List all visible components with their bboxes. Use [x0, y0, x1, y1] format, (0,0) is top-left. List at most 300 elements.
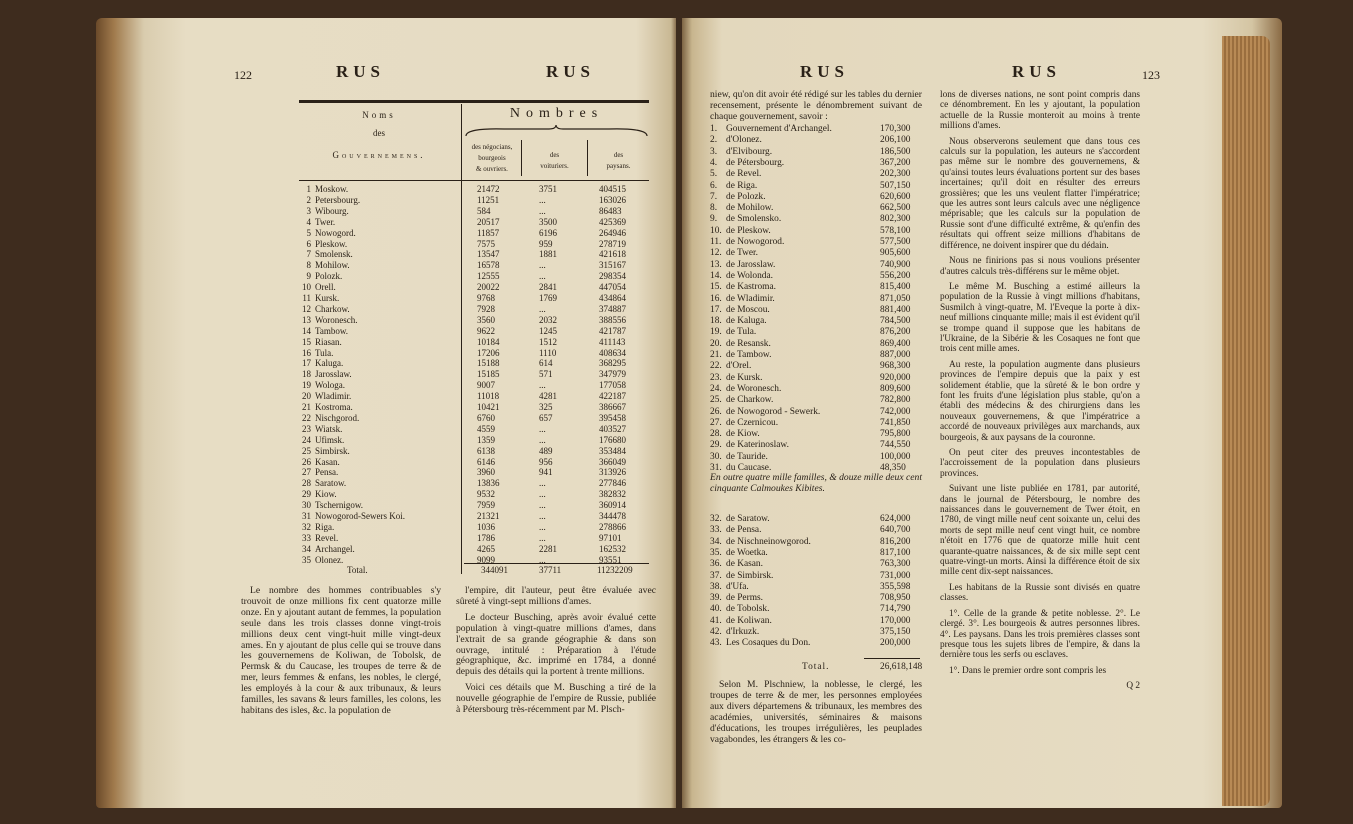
head-negocians: [462, 142, 522, 175]
voituriers-value: 489: [539, 445, 553, 456]
census-row: [710, 147, 922, 158]
census-row: [710, 418, 922, 429]
table-row: [299, 489, 649, 500]
gouvernement-name: Ufimsk.: [315, 434, 345, 445]
census-name: de Simbirsk.: [726, 570, 774, 581]
census-number: 31.: [710, 463, 722, 473]
census-value: 170,000: [880, 615, 911, 626]
voituriers-value: 1110: [539, 347, 557, 358]
table-row: [299, 369, 649, 380]
census-name: de Woetka.: [726, 547, 768, 558]
total-value: 26,618,148: [880, 662, 923, 672]
gouvernement-name: Riga.: [315, 521, 335, 532]
voituriers-value: 657: [539, 412, 553, 423]
census-number: 5.: [710, 169, 718, 180]
gouvernement-name: Kostroma.: [315, 402, 353, 412]
paysans-value: 97101: [599, 532, 622, 543]
voituriers-value: 6196: [539, 227, 557, 238]
census-row: [710, 548, 922, 559]
census-value: 742,000: [880, 406, 911, 417]
head-paysans-line: des: [613, 151, 624, 159]
census-name: de Twer.: [726, 248, 758, 259]
census-value: 170,300: [880, 124, 911, 134]
census-name: d'Irkuzk.: [726, 627, 760, 637]
census-row: [710, 305, 922, 316]
head-des: des: [373, 128, 385, 138]
census-name: de Wladimir.: [726, 293, 775, 304]
row-number: 34: [302, 543, 311, 554]
intro-text: [710, 90, 922, 128]
census-value: 809,600: [880, 383, 911, 394]
paysans-value: 408634: [599, 347, 626, 358]
census-number: 19.: [710, 327, 722, 338]
negocians-value: 6146: [477, 456, 495, 467]
voituriers-value: 959: [539, 238, 553, 249]
table-row: [299, 467, 649, 478]
census-value: 920,000: [880, 372, 911, 383]
census-number: 36.: [710, 559, 722, 570]
population-table: [299, 100, 649, 580]
census-number: 43.: [710, 638, 722, 649]
paragraph: On peut citer des preuves incontestables de l'accroissement de la population dans plusieurs provinces.: [940, 448, 1140, 479]
census-value: 763,300: [880, 559, 911, 570]
table-row: [299, 478, 649, 489]
row-number: 3: [306, 205, 311, 216]
row-number: 21: [302, 402, 311, 412]
negocians-value: 3960: [477, 467, 495, 478]
negocians-value: 9099: [477, 554, 495, 565]
census-name: d'Orel.: [726, 361, 752, 372]
gouvernement-name: Charkow.: [315, 303, 350, 314]
paragraph: Le docteur Busching, après avoir évalué cette population à vingt-quatre millions d'ames, dans l'extrait de sa grande géographie & dans son ouvrage, intitulé : Préparation à l'étude géographique, &c. imprimé en 1784, a donné depuis des détails qui la portent à trente millions.: [456, 611, 656, 678]
table-row: [299, 424, 649, 435]
table-row: [299, 206, 649, 217]
census-name: de Mohilow.: [726, 203, 774, 214]
census-name: Gouvernement d'Archangel.: [726, 124, 832, 134]
voituriers-value: 1769: [539, 293, 557, 303]
row-number: 19: [302, 380, 311, 391]
table-row: [299, 271, 649, 282]
paysans-value: 277846: [599, 478, 626, 489]
census-row: [710, 214, 922, 225]
negocians-value: 4265: [477, 543, 495, 554]
signature-mark: Q 2: [1126, 681, 1140, 692]
paragraph: Les habitans de la Russie sont divisés en quatre classes.: [940, 582, 1140, 604]
row-number: 22: [302, 412, 311, 423]
row-number: 18: [302, 369, 311, 380]
census-row: [710, 373, 922, 384]
census-value: 578,100: [880, 225, 911, 236]
paysans-value: 162532: [599, 543, 626, 554]
paragraph: Suivant une liste publiée en 1781, par autorité, dans le journal de Pétersbourg, le nombre des naissances dans le gouvernement de Twer étoit, en 1780, de vingt mille neuf cent soixante un, celui des morts de sept mille neuf cent vingt huit, ce nombre n'étoit en 1776 que de quatorze mille huit cent quarante-quatre naissances, & de six mille sept cent quatre-vingt-un morts. Ainsi la différence étoit de six mille cent dix-sept naissances.: [940, 484, 1140, 578]
census-name: Les Cosaques du Don.: [726, 638, 811, 649]
right-column-text: [456, 586, 656, 721]
negocians-value: 6760: [477, 412, 495, 423]
census-name: de Woronesch.: [726, 383, 782, 394]
voituriers-value: 1881: [539, 249, 557, 260]
page-number: 122: [234, 68, 252, 82]
census-value: 795,800: [880, 429, 911, 440]
table-row: [299, 293, 649, 304]
paysans-value: 368295: [599, 358, 626, 369]
census-name: de Tobolsk.: [726, 604, 770, 615]
running-head-left: RUS: [336, 62, 386, 81]
table-head-rule: [299, 180, 649, 181]
census-name: de Charkow.: [726, 395, 774, 406]
census-number: 9.: [710, 214, 718, 225]
census-value: 741,850: [880, 417, 911, 428]
paragraph: Voici ces détails que M. Busching a tiré de la nouvelle géographie de l'empire de Russie, publiée à Pétersbourg très-récemment par M. Plsch-: [456, 682, 656, 716]
census-number: 33.: [710, 525, 722, 536]
right-page: [682, 18, 1282, 808]
voituriers-value: 2281: [539, 543, 557, 554]
paysans-value: 353484: [599, 445, 626, 456]
row-number: 17: [302, 358, 311, 369]
negocians-value: 1036: [477, 521, 495, 532]
census-value: 48,350: [880, 463, 906, 473]
census-value: 905,600: [880, 248, 911, 259]
head-voituriers-line: des: [549, 151, 560, 159]
census-value: 624,000: [880, 514, 911, 524]
paragraph: Le même M. Busching a estimé ailleurs la population de la Russie à vingt millions d'habitans, Susmilch à vingt-quatre, M. l'Eveque la porte à dix-neuf millions cinquante mille; mais il est évident qu'il se trompe quand il suppose que les habitans de l'Ukraine, de la Sibérie & les Cosaques ne font que trois cent mille ames.: [940, 281, 1140, 355]
census-value: 200,000: [880, 638, 911, 649]
census-number: 29.: [710, 440, 722, 451]
total-rule: [864, 658, 920, 659]
census-number: 23.: [710, 372, 722, 383]
census-number: 28.: [710, 429, 722, 440]
voituriers-value: 941: [539, 467, 553, 478]
paysans-value: 278719: [599, 238, 626, 249]
gouvernement-name: Nischgorod.: [315, 412, 360, 423]
table-row: [299, 184, 649, 195]
census-number: 42.: [710, 627, 722, 637]
census-number: 38.: [710, 581, 722, 592]
negocians-value: 20022: [477, 282, 500, 293]
voituriers-value: ...: [539, 489, 546, 500]
row-number: 26: [302, 456, 311, 467]
paragraph: 1°. Dans le premier ordre sont compris les: [949, 665, 1107, 676]
row-number: 10: [302, 282, 311, 293]
census-name: de Tula.: [726, 327, 757, 338]
table-row: [299, 446, 649, 457]
census-value: 202,300: [880, 169, 911, 180]
voituriers-value: ...: [539, 260, 546, 271]
census-row: [710, 627, 922, 638]
paysans-value: 388556: [599, 314, 626, 325]
table-row: [299, 522, 649, 533]
census-number: 32.: [710, 514, 722, 524]
census-number: 1.: [710, 124, 718, 134]
census-row: [710, 282, 922, 293]
voituriers-value: ...: [539, 423, 546, 434]
total-paysans: 11232209: [597, 565, 633, 575]
census-number: 21.: [710, 350, 722, 360]
paysans-value: 386667: [599, 402, 626, 412]
head-voituriers-line: voituriers.: [540, 162, 569, 170]
total-label: Total.: [802, 662, 830, 672]
row-number: 31: [302, 511, 311, 521]
census-number: 35.: [710, 547, 722, 558]
census-name: du Caucase.: [726, 463, 772, 473]
gouvernement-name: Wladimir.: [315, 391, 352, 402]
gouvernement-name: Riasan.: [315, 336, 342, 347]
voituriers-value: ...: [539, 271, 546, 282]
paysans-value: 93551: [599, 554, 622, 565]
table-row: [299, 457, 649, 468]
census-name: de Tauride.: [726, 451, 768, 462]
paysans-value: 278866: [599, 521, 626, 532]
row-number: 7: [306, 249, 311, 260]
voituriers-value: 571: [539, 369, 553, 380]
table-row: [299, 402, 649, 413]
census-row: [710, 192, 922, 203]
census-number: 8.: [710, 203, 718, 214]
census-row: [710, 604, 922, 615]
census-row: [710, 559, 922, 570]
negocians-value: 15185: [477, 369, 500, 380]
total-row: [710, 662, 922, 673]
paragraph: niew, qu'on dit avoir été rédigé sur les tables du dernier recensement, présente le dénombrement suivant de chaque gouvernement, savoir :: [710, 89, 922, 122]
census-row: [710, 169, 922, 180]
census-row: [710, 327, 922, 338]
negocians-value: 6138: [477, 445, 495, 456]
bottom-text-a: [710, 680, 922, 750]
census-row: [710, 203, 922, 214]
gouvernement-name: Smolensk.: [315, 249, 353, 260]
table-row: [299, 500, 649, 511]
table-row: [299, 358, 649, 369]
gouvernement-name: Kursk.: [315, 293, 340, 303]
census-number: 15.: [710, 282, 722, 293]
census-number: 25.: [710, 395, 722, 406]
paysans-value: 360914: [599, 500, 626, 511]
gouvernement-name: Twer.: [315, 216, 336, 227]
census-value: 876,200: [880, 327, 911, 338]
gouvernement-name: Nowogorod-Sewers Koi.: [315, 511, 405, 521]
negocians-value: 15188: [477, 358, 500, 369]
census-name: de Pétersbourg.: [726, 157, 785, 168]
running-head-left: RUS: [800, 62, 850, 81]
census-row: [710, 582, 922, 593]
census-row: [710, 248, 922, 259]
paysans-value: 298354: [599, 271, 626, 282]
gouvernement-name: Nowogord.: [315, 227, 356, 238]
total-negocians: 344091: [481, 565, 508, 575]
gouvernement-name: Mohilow.: [315, 260, 350, 271]
brace: [464, 124, 649, 138]
voituriers-value: ...: [539, 511, 546, 521]
census-name: de Resansk.: [726, 338, 771, 349]
gouvernement-name: Simbirsk.: [315, 445, 350, 456]
gouvernement-name: Wiatsk.: [315, 423, 343, 434]
census-number: 34.: [710, 536, 722, 547]
row-number: 32: [302, 521, 311, 532]
total-label: Total.: [347, 565, 368, 575]
census-name: de Pensa.: [726, 525, 762, 536]
census-row: [710, 440, 922, 451]
paysans-value: 421618: [599, 249, 626, 260]
negocians-value: 7928: [477, 303, 495, 314]
census-name: de Koliwan.: [726, 615, 772, 626]
table-row: [299, 282, 649, 293]
census-name: de Kasan.: [726, 559, 763, 570]
negocians-value: 12555: [477, 271, 500, 282]
negocians-value: 7959: [477, 500, 495, 511]
census-value: 367,200: [880, 157, 911, 168]
census-row: [710, 260, 922, 271]
census-value: 881,400: [880, 304, 911, 315]
table-row: [299, 413, 649, 424]
gouvernement-name: Polozk.: [315, 271, 343, 282]
row-number: 20: [302, 391, 311, 402]
row-number: 29: [302, 489, 311, 500]
negocians-value: 4559: [477, 423, 495, 434]
negocians-value: 11018: [477, 391, 500, 402]
census-row: [710, 407, 922, 418]
census-name: de Polozk.: [726, 191, 766, 202]
census-name: de Revel.: [726, 169, 762, 180]
row-number: 2: [306, 194, 311, 205]
census-name: de Moscou.: [726, 304, 770, 315]
census-name: de Tambow.: [726, 350, 772, 360]
census-value: 640,700: [880, 525, 911, 536]
table-top-rule: [299, 100, 649, 103]
census-name: de Riga.: [726, 180, 758, 191]
census-row: [710, 616, 922, 627]
census-number: 40.: [710, 604, 722, 615]
voituriers-value: 4281: [539, 391, 557, 402]
negocians-value: 9768: [477, 293, 495, 303]
paysans-value: 422187: [599, 391, 626, 402]
table-row: [299, 533, 649, 544]
paragraph: Nous ne finirions pas si nous voulions présenter d'autres calculs très-différens sur le même objet.: [940, 256, 1140, 277]
census-name: de Kaluga.: [726, 316, 767, 327]
gouvernement-name: Saratow.: [315, 478, 347, 489]
census-row: [710, 339, 922, 350]
table-row: [299, 249, 649, 260]
table-row: [299, 380, 649, 391]
census-row: [710, 316, 922, 327]
running-head-right: RUS: [546, 62, 596, 81]
paysans-value: 347979: [599, 369, 626, 380]
census-name: d'Olonez.: [726, 135, 762, 146]
voituriers-value: 325: [539, 402, 553, 412]
paysans-value: 163026: [599, 194, 626, 205]
paragraph: l'empire, dit l'auteur, peut être évaluée avec sûreté à vingt-sept millions d'ames.: [456, 585, 656, 607]
census-row: [710, 571, 922, 582]
head-negocians-line: des négocians,: [471, 143, 513, 151]
census-number: 13.: [710, 259, 722, 270]
census-number: 24.: [710, 383, 722, 394]
negocians-value: 21321: [477, 511, 500, 521]
census-value: 816,200: [880, 536, 911, 547]
voituriers-value: 614: [539, 358, 553, 369]
open-book: [10, 8, 1343, 820]
voituriers-value: ...: [539, 554, 546, 565]
paysans-value: 403527: [599, 423, 626, 434]
paragraph: Selon M. Plschniew, la noblesse, le clergé, les troupes de terre & de mer, les personnes employées aux divers départemens & tribunaux, les membres des académies, universités, séminaires & maisons d'éducations, les troupes irrégulières, les peuplades vagabondes, les étrangers & les co-: [710, 679, 922, 745]
census-value: 731,000: [880, 570, 911, 581]
row-number: 30: [302, 500, 311, 511]
table-row: [299, 391, 649, 402]
paysans-value: 86483: [599, 205, 622, 216]
census-row: [710, 158, 922, 169]
census-number: 4.: [710, 157, 718, 168]
running-head-right: RUS: [1012, 62, 1062, 81]
census-number: 18.: [710, 316, 722, 327]
table-row: [299, 337, 649, 348]
negocians-value: 10184: [477, 336, 500, 347]
census-name: de Czernicou.: [726, 417, 779, 428]
gouvernement-name: Moskow.: [315, 184, 349, 194]
gouvernement-name: Pleskow.: [315, 238, 348, 249]
row-number: 27: [302, 467, 311, 478]
voituriers-value: 2841: [539, 282, 557, 293]
census-row: [710, 350, 922, 361]
gouvernement-name: Archangel.: [315, 543, 355, 554]
census-name: de Kastroma.: [726, 282, 776, 293]
row-number: 15: [302, 336, 311, 347]
negocians-value: 3560: [477, 314, 495, 325]
gouvernement-name: Jarosslaw.: [315, 369, 352, 380]
census-row: [710, 271, 922, 282]
voituriers-value: ...: [539, 478, 546, 489]
right-column-text: [940, 90, 1140, 692]
census-value: 784,500: [880, 316, 911, 327]
row-number: 9: [306, 271, 311, 282]
census-row: [710, 429, 922, 440]
census-value: 869,400: [880, 338, 911, 349]
row-number: 4: [306, 216, 311, 227]
census-row: [710, 384, 922, 395]
page-edges: [1222, 36, 1270, 806]
negocians-value: 1786: [477, 532, 495, 543]
census-value: 887,000: [880, 350, 911, 360]
census-name: de Saratow.: [726, 514, 770, 524]
italic-note: [710, 473, 922, 500]
row-number: 28: [302, 478, 311, 489]
paysans-value: 366049: [599, 456, 626, 467]
row-number: 25: [302, 445, 311, 456]
table-row: [299, 217, 649, 228]
table-row: [299, 326, 649, 337]
census-value: 708,950: [880, 593, 911, 604]
gouvernement-name: Revel.: [315, 532, 339, 543]
census-value: 375,150: [880, 627, 911, 637]
paysans-value: 313926: [599, 467, 626, 478]
row-number: 11: [302, 293, 311, 303]
paragraph: En outre quatre mille familles, & douze mille deux cent cinquante Calmoukes Kibites.: [710, 472, 922, 494]
paysans-value: 176680: [599, 434, 626, 445]
voituriers-value: ...: [539, 303, 546, 314]
census-name: de Kiow.: [726, 429, 760, 440]
gouvernement-name: Pensa.: [315, 467, 339, 478]
table-row: [299, 435, 649, 446]
table-row: [299, 228, 649, 239]
census-row: [710, 361, 922, 372]
table-row: [299, 304, 649, 315]
paysans-value: 177058: [599, 380, 626, 391]
head-voituriers: [522, 150, 587, 172]
voituriers-value: ...: [539, 521, 546, 532]
census-row: [710, 181, 922, 192]
row-number: 14: [302, 325, 311, 336]
paysans-value: 447054: [599, 282, 626, 293]
census-row: [710, 135, 922, 146]
negocians-value: 17206: [477, 347, 500, 358]
negocians-value: 13836: [477, 478, 500, 489]
census-name: de Perms.: [726, 593, 763, 604]
